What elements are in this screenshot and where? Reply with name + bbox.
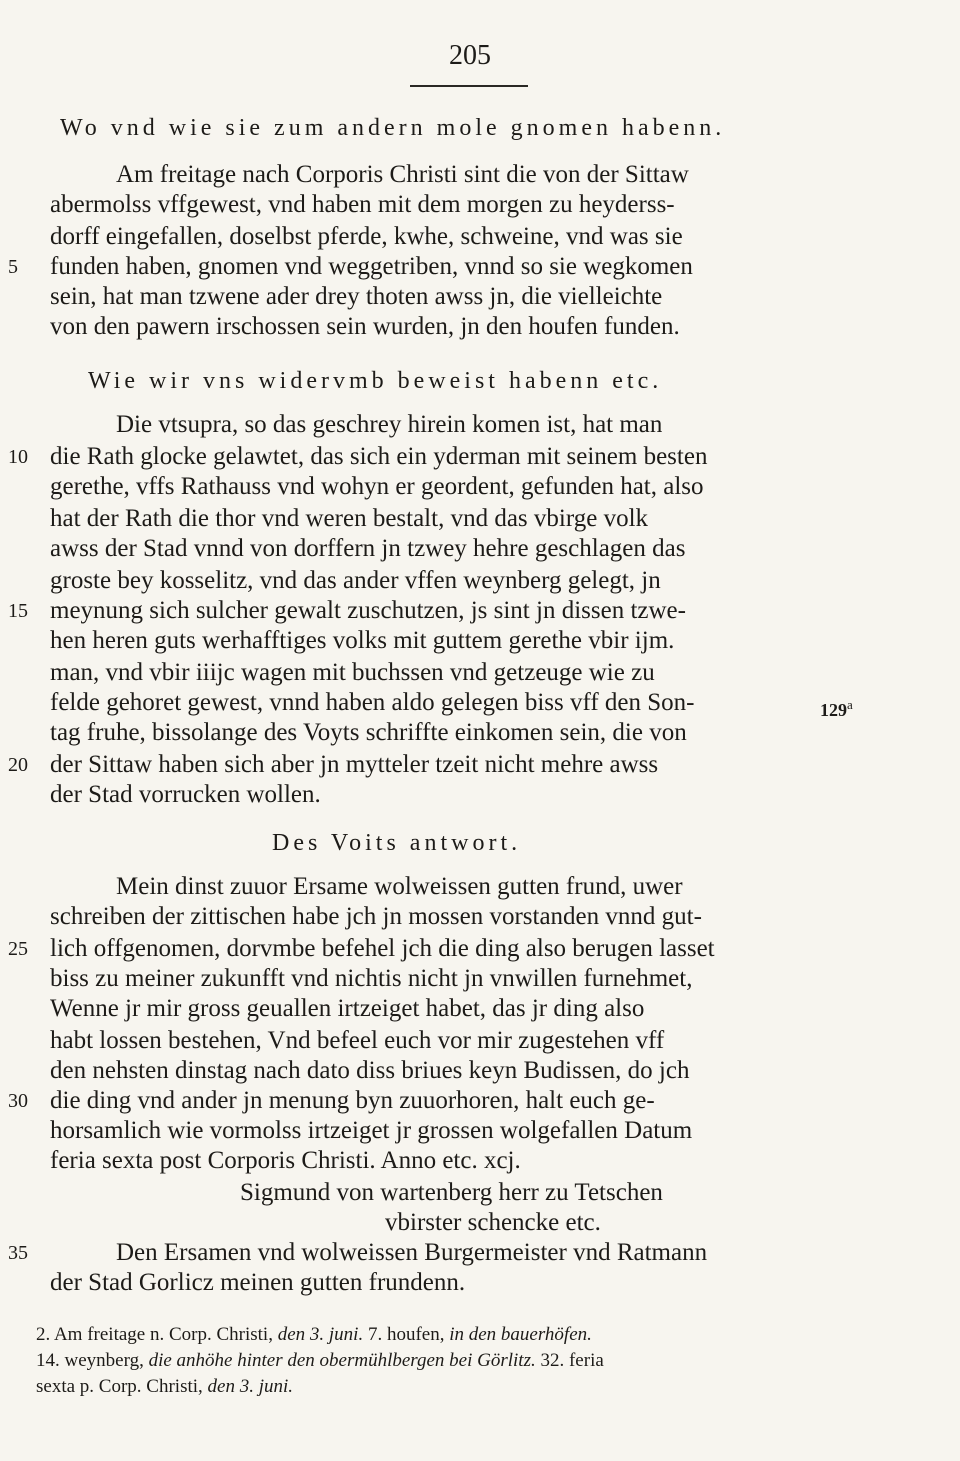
page-number-rule xyxy=(410,85,528,87)
line-number: 30 xyxy=(8,1090,28,1112)
footnote-text: 14. weynberg, xyxy=(36,1350,144,1371)
section-heading: Wo vnd wie sie zum andern mole gnomen habenn. xyxy=(60,115,726,141)
margin-reference-suffix: a xyxy=(847,697,853,712)
line-number: 35 xyxy=(8,1242,28,1264)
text-line: man, vnd vbir iiijc wagen mit buchssen vnd getzeuge wie zu xyxy=(50,659,655,686)
text-line: awss der Stad vnnd von dorffern jn tzwey hehre geschlagen das xyxy=(50,535,686,562)
text-line: habt lossen bestehen, Vnd befeel euch vor mir zugestehen vff xyxy=(50,1027,665,1054)
text-line: Am freitage nach Corporis Christi sint die von der Sittaw xyxy=(116,161,689,188)
footnote-line xyxy=(36,1322,856,1348)
page-number: 205 xyxy=(449,40,491,71)
footnote-line xyxy=(36,1348,856,1374)
text-line: feria sexta post Corporis Christi. Anno etc. xcj. xyxy=(50,1147,521,1174)
text-line: der Stad vorrucken wollen. xyxy=(50,781,321,808)
text-line: funden haben, gnomen vnd weggetriben, vnnd so sie wegkomen xyxy=(50,253,693,280)
footnote-text: 2. Am freitage n. Corp. Christi, xyxy=(36,1324,273,1345)
text-line: schreiben der zittischen habe jch jn mossen vorstanden vnnd gut- xyxy=(50,903,702,930)
line-number: 15 xyxy=(8,600,28,622)
address-line: Den Ersamen vnd wolweissen Burgermeister vnd Ratmann xyxy=(116,1239,708,1266)
text-line: felde gehoret gewest, vnnd haben aldo gelegen biss vff den Son- xyxy=(50,689,695,716)
section-heading: Wie wir vns widervmb beweist habenn etc. xyxy=(88,368,663,394)
footnote-text: 32. feria xyxy=(540,1350,604,1371)
text-line: die Rath glocke gelawtet, das sich ein yderman mit seinem besten xyxy=(50,443,708,470)
text-line: die ding vnd ander jn menung byn zuuorhoren, halt euch ge- xyxy=(50,1087,655,1114)
section-heading: Des Voits antwort. xyxy=(272,830,522,856)
text-line: den nehsten dinstag nach dato diss briues keyn Budissen, do jch xyxy=(50,1057,690,1084)
footnote-gloss: in den bauerhöfen. xyxy=(449,1324,592,1345)
footnote-gloss: die anhöhe hinter den obermühlbergen bei Görlitz. xyxy=(148,1350,536,1371)
text-line: der Sittaw haben sich aber jn mytteler tzeit nicht mehre awss xyxy=(50,751,659,778)
text-line: abermolss vffgewest, vnd haben mit dem morgen zu heyderss- xyxy=(50,191,675,218)
text-line: horsamlich wie vormolss irtzeiget jr grossen wolgefallen Datum xyxy=(50,1117,693,1144)
footnote-line xyxy=(36,1374,856,1400)
margin-reference xyxy=(820,690,853,725)
footnote-text: sexta p. Corp. Christi, xyxy=(36,1376,203,1397)
text-line: meynung sich sulcher gewalt zuschutzen, js sint jn dissen tzwe- xyxy=(50,597,686,624)
text-line: biss zu meiner zukunfft vnd nichtis nicht jn vnwillen furnehmet, xyxy=(50,965,693,992)
text-line: tag fruhe, bissolange des Voyts schriffte einkomen sein, die von xyxy=(50,719,687,746)
line-number: 10 xyxy=(8,446,28,468)
signature-title: vbirster schencke etc. xyxy=(385,1209,601,1236)
margin-reference-number: 129 xyxy=(820,700,847,720)
address-line: der Stad Gorlicz meinen gutten frundenn. xyxy=(50,1269,466,1296)
footnote-gloss: den 3. juni. xyxy=(277,1324,364,1345)
line-number: 5 xyxy=(8,256,18,278)
footnote-text: 7. houfen, xyxy=(367,1324,445,1345)
text-line: hat der Rath die thor vnd weren bestalt, vnd das vbirge volk xyxy=(50,505,649,532)
text-line: sein, hat man tzwene ader drey thoten awss jn, die vielleichte xyxy=(50,283,663,310)
text-line: hen heren guts werhafftiges volks mit guttem gerethe vbir ijm. xyxy=(50,627,675,654)
line-number: 25 xyxy=(8,938,28,960)
text-line: Die vtsupra, so das geschrey hirein komen ist, hat man xyxy=(116,411,663,438)
signature-line: Sigmund von wartenberg herr zu Tetschen xyxy=(240,1179,663,1206)
text-line: Mein dinst zuuor Ersame wolweissen gutten frund, uwer xyxy=(116,873,683,900)
line-number: 20 xyxy=(8,754,28,776)
text-line: Wenne jr mir gross geuallen irtzeiget habet, das jr ding also xyxy=(50,995,645,1022)
text-line: lich offgenomen, dorvmbe befehel jch die ding also berugen lasset xyxy=(50,935,715,962)
text-line: groste bey kosselitz, vnd das ander vffen weynberg gelegt, jn xyxy=(50,567,661,594)
text-line: von den pawern irschossen sein wurden, jn den houfen funden. xyxy=(50,313,680,340)
text-line: dorff eingefallen, doselbst pferde, kwhe, schweine, vnd was sie xyxy=(50,223,683,250)
footnote-gloss: den 3. juni. xyxy=(207,1376,294,1397)
text-line: gerethe, vffs Rathauss vnd wohyn er geordent, gefunden hat, also xyxy=(50,473,704,500)
